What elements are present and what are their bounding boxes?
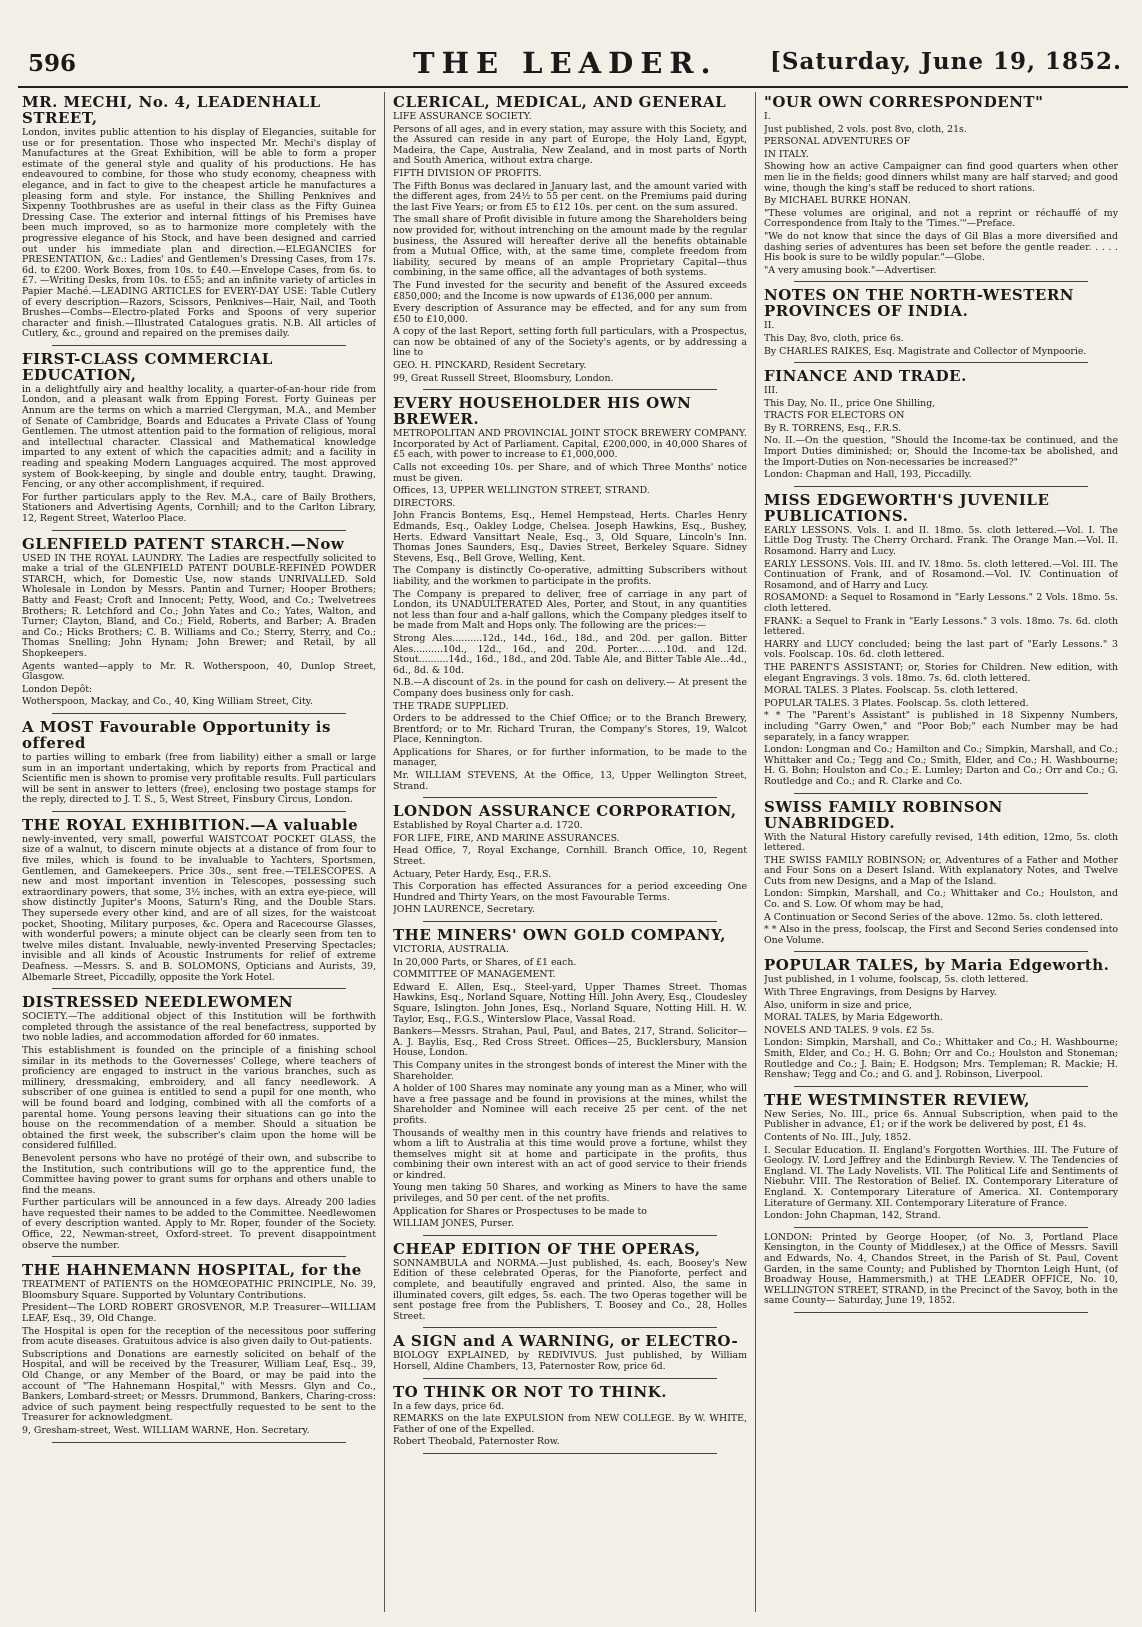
advertisement-text: Every description of Assurance may be effected, and for any sum from £50 to £10,000. — [393, 303, 747, 325]
advertisement-text: New Series, No. III., price 6s. Annual Subscription, when paid to the Publisher in advance, £1; or if the work be delivered by post, £1 4s. — [764, 1108, 1118, 1131]
advertisement-text: With Three Engravings, from Designs by Harvey. — [764, 987, 997, 999]
divider — [52, 345, 346, 346]
divider — [794, 793, 1088, 794]
advertisement-text: BIOLOGY EXPLAINED, by REDIVIVUS. Just published, by William Horsell, Aldine Chambers, 13, Paternoster Row, price 6d. — [393, 1350, 747, 1372]
advertisement — [393, 1384, 747, 1448]
advertisement-text: * * The "Parent's Assistant" is published in 18 Sixpenny Numbers, including "Garry Owen," and "Poor Bob;" each Number may be had separately, in a fancy wrapper. — [764, 710, 1118, 743]
advertisement-text: In a few days, price 6d. — [393, 1400, 505, 1412]
advertisement-text: VICTORIA, AUSTRALIA. — [393, 944, 509, 955]
divider — [794, 486, 1088, 487]
advertisement-heading: THE HAHNEMANN HOSPITAL, for the — [22, 1261, 362, 1280]
advertisement-text: MORAL TALES, by Maria Edgeworth. — [764, 1012, 943, 1024]
column-rule — [755, 92, 756, 1612]
divider — [423, 389, 717, 390]
page-number: 596 — [28, 50, 77, 77]
advertisement — [22, 94, 376, 340]
advertisement-text: Wotherspoon, Mackay, and Co., 40, King William Street, City. — [22, 696, 313, 708]
advertisement-text: N.B.—A discount of 2s. in the pound for cash on delivery.— At present the Company does business only for cash. — [393, 677, 747, 699]
advertisement-heading: SWISS FAMILY ROBINSON UNABRIDGED. — [764, 797, 1003, 832]
advertisement — [764, 799, 1118, 947]
masthead — [18, 44, 1128, 88]
advertisement-text: President—The LORD ROBERT GROSVENOR, M.P. Treasurer—WILLIAM LEAF, Esq., 39, Old Change. — [22, 1302, 376, 1325]
advertisement-text: By CHARLES RAIKES, Esq. Magistrate and Collector of Mynpoorie. — [764, 345, 1087, 357]
advertisement-text: to parties willing to embark (free from liability) either a small or large sum in an important undertaking, which by reports from Practical and Scientific men is shown to promise very profitable results. Full particulars will be sent in answer to letters (free), enclosing two postage stamps for the reply, directed to J. T. S., 5, West Street, Finsbury Circus, London. — [22, 751, 376, 806]
advertisement-text: This establishment is founded on the principle of a finishing school similar in its methods to the Governesses' College, where teachers of proficiency are engaged to instruct in the various branches, such as millinery, dressmaking, embroidery, and all fancy needlework. A subscriber of one guinea is entitled to send a pupil for one month, who will be found board and lodging, combined with all the comforts of a parental home. Young persons leaving their situations can go into the house on the recommendation of a member. Should a situation be obtained the first week, the subscriber's claim upon the home will be considered fulfilled. — [22, 1044, 376, 1152]
advertisement-text: NOVELS AND TALES. 9 vols. £2 5s. — [764, 1024, 935, 1036]
advertisement-text: Contents of No. III., July, 1852. — [764, 1131, 912, 1143]
advertisement-text: London, invites public attention to his display of Elegancies, suitable for use or for presentation. Those who inspected Mr. Mechi's display of Manufactures at the Great Exhibition, will be able to form a proper estimate of the general style and quality of his productions. He has endeavoured to combine, for those who study economy, cheapness with elegance, and in fact to give to the cheapest article he manufactures a pleasing form and style. For instance, the Shilling Penknives and Sixpenny Toothbrushes are as useful in their class as the Fifty Guinea Dressing Case. The exterior and internal fittings of his Premises have been much improved, so as to harmonize more completely with the progressive elegance of his Stock, and have been designed and carried out under his immediate plan and direction.—ELEGANCIES for PRESENTATION, &c.: Ladies' and Gentlemen's Dressing Cases, from 17s. 6d. to £200. Work Boxes, from 10s. to £40.—Envelope Cases, from 6s. to £7. —Writing Desks, from 10s. to £55; and an infinite variety of articles in Papier Maché.—LEADING ARTICLES for EVERY-DAY USE: Table Cutlery of every description—Razors, Scissors, Penknives—Hair, Nail, and Tooth Brushes—Combs—Electro-plated Forks and Spoons of very superior character and finish.—Illustrated Catalogues gratis. N.B. All articles of Cutlery, &c., ground and repaired on the premises daily. — [22, 127, 376, 340]
advertisement-text: No. II.—On the question, "Should the Income-tax be continued, and the Import Duties diminished; or, Should the Income-tax be abolished, and the Import-Duties on Non-necessaries be increased?" — [764, 435, 1118, 468]
advertisement — [393, 927, 747, 1230]
advertisement-text: The Company is prepared to deliver, free of carriage in any part of London, its UNADULTERATED Ales, Porter, and Stout, in any quantities not less than four and a-half gallons, which the Company pledges itself to be made from Malt and Hops only. The following are the prices:— — [393, 588, 747, 632]
divider — [423, 1453, 717, 1454]
advertisement — [764, 1233, 1118, 1307]
advertisement-text: Mr. WILLIAM STEVENS, At the Office, 13, Upper Wellington Street, Strand. — [393, 770, 747, 792]
advertisement-text: Showing how an active Campaigner can find good quarters when other men lie in the fields; good dinners whilst many are half starved; and good wine, though the king's staff be reduced to short rations. — [764, 161, 1118, 194]
advertisement-heading: A SIGN and A WARNING, or ELECTRO- — [393, 1332, 739, 1351]
advertisement-text: METROPOLITAN AND PROVINCIAL JOINT STOCK BREWERY COMPANY. Incorporated by Act of Parliament. Capital, £200,000, in 40,000 Shares of £5 each, with power to increase to £1,000,000. — [393, 428, 747, 461]
advertisement-text: Actuary, Peter Hardy, Esq., F.R.S. — [393, 868, 552, 880]
column-middle — [393, 92, 747, 1612]
advertisement-text: 9, Gresham-street, West. WILLIAM WARNE, Hon. Secretary. — [22, 1424, 310, 1436]
advertisement-text: TREATMENT of PATIENTS on the HOMŒOPATHIC PRINCIPLE, No. 39, Bloomsbury Square. Supported by Voluntary Contributions. — [22, 1279, 376, 1301]
advertisement-text: I. Secular Education. II. England's Forgotten Worthies. III. The Future of Geology. IV. Lord Jeffrey and the Edinburgh Review. V. The Tendencies of England. VI. The Lady Novelists. VII. The Political Life and Sentiments of Niebuhr. VIII. The Restoration of Belief. IX. Contemporary Literature of England. X. Contemporary Literature of America. XI. Contemporary Literature of Germany. XII. Contemporary Literature of France. — [764, 1144, 1118, 1209]
advertisement-text: newly-invented, very small, powerful WAISTCOAT POCKET GLASS, the size of a walnut, to discern minute objects at a distance of from four to five miles, which is found to be invaluable to Yachters, Sportsmen, Gentlemen, and Gamekeepers. Price 30s., sent free.—TELESCOPES. A new and most important invention in Telescopes, possessing such extraordinary powers, that some, 3½ inches, with an extra eye-piece, will show distinctly Jupiter's Moons, Saturn's Ring, and the Double Stars. They supersede every other kind, and are of all sizes, for the waistcoat pocket, Shooting, Military purposes, &c. Opera and Racecourse Glasses, with wonderful powers; a minute object can be clearly seen from ten to twelve miles distant. Invaluable, newly-invented Preserving Spectacles; invisible and all kinds of Acoustic Instruments for relief of extreme Deafness. —Messrs. S. and B. SOLOMONS, Opticians and Aurists, 39, Albemarle Street, Piccadilly, opposite the York Hotel. — [22, 833, 376, 983]
advertisement-heading: GLENFIELD PATENT STARCH.—Now — [22, 534, 345, 553]
advertisement-text: LIFE ASSURANCE SOCIETY. — [393, 111, 532, 122]
divider — [423, 797, 717, 798]
advertisement — [393, 1333, 747, 1372]
advertisement-text: JOHN LAURENCE, Secretary. — [393, 904, 535, 916]
advertisement — [764, 368, 1118, 481]
advertisement-text: ROSAMOND: a Sequel to Rosamond in "Early Lessons." 2 Vols. 18mo. 5s. cloth lettered. — [764, 592, 1118, 614]
advertisement-heading: LONDON ASSURANCE CORPORATION, — [393, 802, 737, 821]
advertisement-text: MORAL TALES. 3 Plates. Foolscap. 5s. cloth lettered. — [764, 685, 1018, 697]
advertisement-text: Bankers—Messrs. Strahan, Paul, Paul, and Bates, 217, Strand. Solicitor—A. J. Baylis, Esq., Red Cross Street. Offices—25, Bucklersbury, Mansion House, London. — [393, 1026, 747, 1059]
advertisement-text: This Day, No. II., price One Shilling, — [764, 397, 936, 409]
advertisement-text: For further particulars apply to the Rev. M.A., care of Baily Brothers, Stationers and Advertising Agents, Cornhill; and to the Carlton Library, 12, Regent Street, Waterloo Place. — [22, 491, 376, 524]
advertisement — [393, 1241, 747, 1323]
advertisement-text: Orders to be addressed to the Chief Office; or to the Branch Brewery, Brentford; or to Mr. Richard Truran, the Company's Stores, 19, Walcot Place, Kennington. — [393, 713, 747, 746]
advertisement — [764, 492, 1118, 788]
divider — [794, 1227, 1088, 1228]
advertisement-text: WILLIAM JONES, Purser. — [393, 1218, 514, 1230]
advertisement-heading: FINANCE AND TRADE. — [764, 367, 967, 386]
advertisement-text: Thousands of wealthy men in this country have friends and relatives to whom a lift to Australia at this time would prove a fortune, whilst they themselves might sit at home and participate in the profits, thus combining their own interest with an act of good service to their friends or kindred. — [393, 1127, 747, 1181]
advertisement-heading: CLERICAL, MEDICAL, AND GENERAL — [393, 93, 727, 111]
advertisement-text: USED IN THE ROYAL LAUNDRY. The Ladies are respectfully solicited to make a trial of the GLENFIELD PATENT DOUBLE-REFINED POWDER STARCH, which, for Domestic Use, now stands UNRIVALLED. Sold Wholesale in London by Messrs. Pantin and Turner; Hooper Brothers; Batty and Feast; Croft and Innocent; Petty, Wood, and Co.; Twelvetrees Brothers; R. Letchford and Co.; John Yates and Co.; Yates, Walton, and Turner; Clayton, Bland, and Co.; Field, Roberts, and Barber; A. Braden and Co.; Hicks Brothers; C. B. Williams and Co.; Sterry, Sterry, and Co.; Thomas Snelling; John Hynam; John Brewer; and Retail, by all Shopkeepers. — [22, 552, 376, 659]
advertisement-text: "We do not know that since the days of Gil Blas a more diversified and dashing series of adventures has been set before the gentle reader. . . . . His book is sure to be wildly popular."—Globe. — [764, 230, 1118, 264]
advertisement-text: EARLY LESSONS. Vols. III. and IV. 18mo. 5s. cloth lettered.—Vol. III. The Continuation of Frank, and of Rosamond.—Vol. IV. Continuation of Rosamond, and of Harry and Lucy. — [764, 558, 1118, 591]
advertisement-text: The Hospital is open for the reception of the necessitous poor suffering from acute diseases. Gratuitous advice is also given daily to Out-patients. — [22, 1325, 376, 1348]
divider — [794, 281, 1088, 282]
advertisement-text: LONDON: Printed by George Hooper, (of No. 3, Portland Place Kensington, in the County of Middlesex,) at the Office of Messrs. Savill and Edwards, No. 4, Chandos Street, in the Parish of St. Paul, Covent Garden, in the same County; and Published by Thornton Leigh Hunt, (of Broadway House, Hammersmith,) at THE LEADER OFFICE, No. 10, WELLINGTON STREET, STRAND, in the Precinct of the Savoy, both in the same County— Saturday, June 19, 1852. — [764, 1231, 1118, 1307]
advertisement — [22, 817, 376, 983]
divider — [794, 362, 1088, 363]
advertisement — [764, 287, 1118, 357]
advertisement-text: THE PARENT'S ASSISTANT; or, Stories for Children. New edition, with elegant Engravings. 3 vols. 18mo. 7s. 6d. cloth lettered. — [764, 661, 1118, 684]
advertisement-text: "A very amusing book."—Advertiser. — [764, 264, 937, 276]
advertisement-text: London: John Chapman, 142, Strand. — [764, 1210, 941, 1222]
divider — [52, 713, 346, 714]
advertisement-heading: NOTES ON THE NORTH-WESTERN PROVINCES OF INDIA. — [764, 286, 1075, 321]
advertisement-text: Agents wanted—apply to Mr. R. Wotherspoon, 40, Dunlop Street, Glasgow. — [22, 660, 376, 683]
advertisement-text: Applications for Shares, or for further information, to be made to the manager, — [393, 746, 747, 769]
advertisement — [764, 1092, 1118, 1222]
advertisement-heading: "OUR OWN CORRESPONDENT" — [764, 93, 1044, 111]
advertisement-text: Head Office, 7, Royal Exchange, Cornhill. Branch Office, 10, Regent Street. — [393, 845, 747, 868]
advertisement-text: EARLY LESSONS. Vols. I. and II. 18mo. 5s. cloth lettered.—Vol. I. The Little Dog Trusty. The Cherry Orchard. Frank. The Orange Man.—Vol. II. Rosamond. Harry and Lucy. — [764, 524, 1118, 558]
advertisement-heading: A MOST Favourable Opportunity is offered — [22, 717, 331, 752]
advertisement-text: A holder of 100 Shares may nominate any young man as a Miner, who will have a free passage and be found in provisions at the mines, whilst the Shareholder and Nominee will each receive 25 per cent. of the net profits. — [393, 1083, 747, 1126]
advertisement-text: Application for Shares or Prospectuses to be made to — [393, 1205, 647, 1217]
advertisement-text: By R. TORRENS, Esq., F.R.S. — [764, 422, 902, 434]
divider — [794, 1312, 1088, 1313]
advertisement-text: With the Natural History carefully revised, 14th edition, 12mo, 5s. cloth lettered. — [764, 831, 1118, 854]
advertisement — [22, 719, 376, 806]
column-rule — [384, 92, 385, 1612]
advertisement-heading: MR. MECHI, No. 4, LEADENHALL STREET, — [22, 93, 321, 127]
advertisement-text: SOCIETY.—The additional object of this Institution will be forthwith completed through the assistance of the real benefactress, supported by two noble ladies, and accommodation afforded for 60 inmates. — [22, 1011, 376, 1044]
advertisement-heading: THE ROYAL EXHIBITION.—A valuable — [22, 815, 359, 834]
advertisement-text: * * Also in the press, foolscap, the First and Second Series condensed into One Volume. — [764, 924, 1118, 946]
advertisement-text: Subscriptions and Donations are earnestly solicited on behalf of the Hospital, and will be received by the Treasurer, William Leaf, Esq., 39, Old Change, or any Member of the Board, or may be paid into the account of "The Hahnemann Hospital," with Messrs. Glyn and Co., Bankers, Lombard-street; or Messrs. Drummond, Bankers, Charing-cross: advice of such payment being respectfully requested to be sent to the Treasurer for acknowledgment. — [22, 1348, 376, 1424]
advertisement-text: in a delightfully airy and healthy locality, a quarter-of-an-hour ride from London, and a pleasant walk from Epping Forest. Forty Guineas per Annum are the terms on which a married Clergyman, M.A., and Member of Senate of Cambridge, Boards and Educates a Private Class of Young Gentlemen. The utmost attention paid to the formation of religious, moral and intellectual character. Classical and Mathematical knowledge imparted to any extent of which the capacities admit; and a facility in reading and speaking Modern Languages acquired. The most approved system of Book-keeping, by single and double entry, taught. Drawing, Fencing, or any other accomplishment, if required. — [22, 383, 376, 491]
advertisement-text: Edward E. Allen, Esq., Steel-yard, Upper Thames Street. Thomas Hawkins, Esq., Norland Square, Notting Hill. John Avery, Esq., Cloudesley Square, Islington. John Jones, Esq., Norland Square, Notting Hill. H. W. Taylor, Esq., F.G.S., Winterslow Place, Vassal Road. — [393, 981, 747, 1025]
divider — [52, 1256, 346, 1257]
advertisement-text: THE TRADE SUPPLIED. — [393, 700, 509, 712]
divider — [52, 988, 346, 989]
advertisement-text: IN ITALY. — [764, 148, 809, 160]
advertisement-heading: FIRST-CLASS COMMERCIAL EDUCATION, — [22, 349, 273, 384]
advertisement-text: GEO. H. PINCKARD, Resident Secretary. — [393, 360, 587, 372]
advertisement-text: Robert Theobald, Paternoster Row. — [393, 1436, 560, 1448]
column-right — [764, 92, 1118, 1612]
advertisement — [22, 536, 376, 708]
advertisement — [393, 94, 747, 384]
advertisement-text: Just published, 2 vols. post 8vo, cloth, 21s. — [764, 123, 967, 135]
advertisement — [393, 395, 747, 792]
advertisement — [22, 351, 376, 525]
advertisement-text: London: Chapman and Hall, 193, Piccadilly. — [764, 469, 972, 481]
advertisement-text: PERSONAL ADVENTURES OF — [764, 136, 911, 148]
advertisement-text: II. — [764, 320, 775, 332]
divider — [794, 1086, 1088, 1087]
advertisement-text: In 20,000 Parts, or Shares, of £1 each. — [393, 956, 577, 968]
advertisement-heading: CHEAP EDITION OF THE OPERAS, — [393, 1239, 701, 1258]
advertisement-text: London: Simpkin, Marshall, and Co.; Whittaker and Co.; Houlston, and Co. and S. Low. Of whom may be had, — [764, 888, 1118, 911]
advertisement-text: COMMITTEE OF MANAGEMENT. — [393, 969, 556, 981]
advertisement-text: "These volumes are original, and not a reprint or réchauffé of my Correspondence from Italy to the 'Times.'"—Preface. — [764, 207, 1118, 230]
advertisement-text: A Continuation or Second Series of the above. 12mo. 5s. cloth lettered. — [764, 911, 1104, 923]
advertisement-text: London: Simpkin, Marshall, and Co.; Whittaker and Co.; H. Washbourne; Smith, Elder, and Co.; H. G. Bohn; Orr and Co.; Houlston and Stoneman; Routledge and Co.; J. Bain; E. Hodgson; Mrs. Templeman; R. Mackie; H. Renshaw; Tegg and Co.; and G. and J. Robinson, Liverpool. — [764, 1037, 1118, 1081]
issue-date: [Saturday, June 19, 1852. — [769, 48, 1122, 75]
advertisement-text: Further particulars will be announced in a few days. Already 200 ladies have requested their names to be added to the Committee. Needlewomen of every description wanted. Apply to Mr. Roper, founder of the Society. Office, 22, Newman-street, Oxford-street. To prevent disappointment observe the number. — [22, 1197, 376, 1251]
advertisement-heading: POPULAR TALES, by Maria Edgeworth. — [764, 956, 1110, 975]
advertisement-text: TRACTS FOR ELECTORS ON — [764, 410, 905, 422]
advertisement-text: FRANK: a Sequel to Frank in "Early Lessons." 3 vols. 18mo. 7s. 6d. cloth lettered. — [764, 615, 1118, 638]
advertisement-text: London: Longman and Co.; Hamilton and Co.; Simpkin, Marshall, and Co.; Whittaker and Co.; Tegg and Co.; Smith, Elder, and Co.; H. Washbourne; H. G. Bohn; Houlston and Co.; E. Lumley; Darton and Co.; Orr and Co.; G. Routledge and Co.; and R. Clarke and Co. — [764, 744, 1118, 787]
advertisement-text: John Francis Bontems, Esq., Hemel Hempstead, Herts. Charles Henry Edmands, Esq., Oakley Lodge, Chelsea. Joseph Hawkins, Esq., Bushey, Herts. Edward Vansittart Neale, Esq., 3, Old Square, Lincoln's Inn. Thomas Jones Saunders, Esq., Davies Street, Berkeley Square. Sidney Stevens, Esq., Bell Grove, Welling, Kent. — [393, 510, 747, 564]
advertisement-text: This Corporation has effected Assurances for a period exceeding One Hundred and Thirty Years, on the most Favourable Terms. — [393, 881, 747, 903]
advertisement-heading: TO THINK OR NOT TO THINK. — [393, 1382, 667, 1401]
advertisement — [22, 1262, 376, 1436]
advertisement — [393, 803, 747, 916]
advertisement-heading: THE WESTMINSTER REVIEW, — [764, 1090, 1030, 1109]
advertisement-text: THE SWISS FAMILY ROBINSON; or, Adventures of a Father and Mother and Four Sons on a Desert Island. With explanatory Notes, and Twelve Cuts from new Designs, and a Map of the Island. — [764, 854, 1118, 887]
divider — [52, 811, 346, 812]
divider — [423, 921, 717, 922]
advertisement-text: Strong Ales..........12d., 14d., 16d., 18d., and 20d. per gallon. Bitter Ales..........10d., 12d., 16d., and 20d. Porter..........10d. and 12d. Stout..........14d., 16d., 18d., and 20d. Table Ale, and Bitter Table Ale...4d., 6d., 8d. & 10d. — [393, 632, 747, 676]
advertisement-text: Calls not exceeding 10s. per Share, and of which Three Months' notice must be given. — [393, 462, 747, 484]
advertisement-text: The Fifth Bonus was declared in January last, and the amount varied with the different ages, from 24½ to 55 per cent. on the Premiums paid during the last Five Years; or from £5 to £12 10s. per cent. on the sum assured. — [393, 180, 747, 213]
advertisement-heading: EVERY HOUSEHOLDER HIS OWN BREWER. — [393, 394, 692, 429]
advertisement-text: The Fund invested for the security and benefit of the Assured exceeds £850,000; and the Income is now upwards of £136,000 per annum. — [393, 279, 747, 302]
advertisement-text: This Company unites in the strongest bonds of interest the Miner with the Shareholder. — [393, 1059, 747, 1082]
advertisement-heading: DISTRESSED NEEDLEWOMEN — [22, 993, 294, 1012]
advertisement-text: POPULAR TALES. 3 Plates. Foolscap. 5s. cloth lettered. — [764, 697, 1029, 709]
advertisement-text: 99, Great Russell Street, Bloomsbury, London. — [393, 372, 614, 384]
advertisement — [764, 94, 1118, 276]
advertisement-text: SONNAMBULA and NORMA.—Just published, 4s. each, Boosey's New Edition of these celebrated Operas, for the Pianoforte, perfect and complete, and beautifully engraved and printed. Also, the same in illuminated covers, gilt edges, 5s. each. The two Operas together will be sent postage free from the Publishers, T. Boosey and Co., 28, Holles Street. — [393, 1257, 747, 1322]
advertisement-text: By MICHAEL BURKE HONAN. — [764, 195, 911, 207]
advertisement-text: DIRECTORS. — [393, 497, 456, 509]
advertisement-heading: THE MINERS' OWN GOLD COMPANY, — [393, 926, 727, 944]
advertisement-text: Established by Royal Charter a.d. 1720. — [393, 820, 583, 832]
newspaper-title: THE LEADER. — [413, 46, 718, 80]
advertisement-text: Young men taking 50 Shares, and working as Miners to have the same privileges, and 50 per cent. of the net profits. — [393, 1182, 747, 1205]
advertisement-text: This Day, 8vo, cloth, price 6s. — [764, 332, 904, 344]
advertisement-text: Just published, in 1 volume, foolscap, 5s. cloth lettered. — [764, 974, 1029, 986]
divider — [423, 1327, 717, 1328]
advertisement — [22, 994, 376, 1251]
divider — [52, 530, 346, 531]
advertisement-text: HARRY and LUCY concluded; being the last part of "Early Lessons." 3 vols. Foolscap. 10s. 6d. cloth lettered. — [764, 638, 1118, 661]
advertisement-text: Benevolent persons who have no protégé of their own, and subscribe to the Institution, such contributions will go to the apprentice fund, the Committee having power to grant sums for orphans and others unable to find the means. — [22, 1152, 376, 1196]
advertisement-heading: MISS EDGEWORTH'S JUVENILE PUBLICATIONS. — [764, 490, 1050, 525]
advertisement-text: Also, uniform in size and price, — [764, 999, 912, 1011]
advertisement-text: REMARKS on the late EXPULSION from NEW COLLEGE. By W. WHITE, Father of one of the Expelled. — [393, 1413, 747, 1435]
advertisement — [764, 957, 1118, 1080]
advertisement-text: FOR LIFE, FIRE, AND MARINE ASSURANCES. — [393, 832, 620, 844]
divider — [423, 1378, 717, 1379]
advertisement-text: FIFTH DIVISION OF PROFITS. — [393, 167, 542, 179]
advertisement-text: III. — [764, 385, 779, 397]
divider — [423, 1235, 717, 1236]
advertisement-text: The Company is distinctly Co-operative, admitting Subscribers without liability, and the workmen to participate in the profits. — [393, 565, 747, 587]
advertisement-text: I. — [764, 111, 771, 122]
advertisement-text: Persons of all ages, and in every station, may assure with this Society, and the Assured can reside in any part of Europe, the Holy Land, Egypt, Madeira, the Cape, Australia, New Zealand, and in most parts of North and South America, without extra charge. — [393, 123, 747, 167]
advertisement-text: Offices, 13, UPPER WELLINGTON STREET, STRAND. — [393, 485, 650, 497]
column-left — [22, 92, 376, 1612]
advertisement-text: A copy of the last Report, setting forth full particulars, with a Prospectus, can now be obtained of any of the Society's agents, or by addressing a line to — [393, 326, 747, 359]
divider — [52, 1442, 346, 1443]
divider — [794, 951, 1088, 952]
advertisement-text: London Depôt: — [22, 683, 93, 695]
advertisement-text: The small share of Profit divisible in future among the Shareholders being now provided for, without intrenching on the amount made by the regular business, the Assured will hereafter derive all the benefits obtainable from a Mutual Office, with, at the same time, complete freedom from liability, secured by means of an ample Proprietary Capital—thus combining, in the same office, all the advantages of both systems. — [393, 214, 747, 279]
